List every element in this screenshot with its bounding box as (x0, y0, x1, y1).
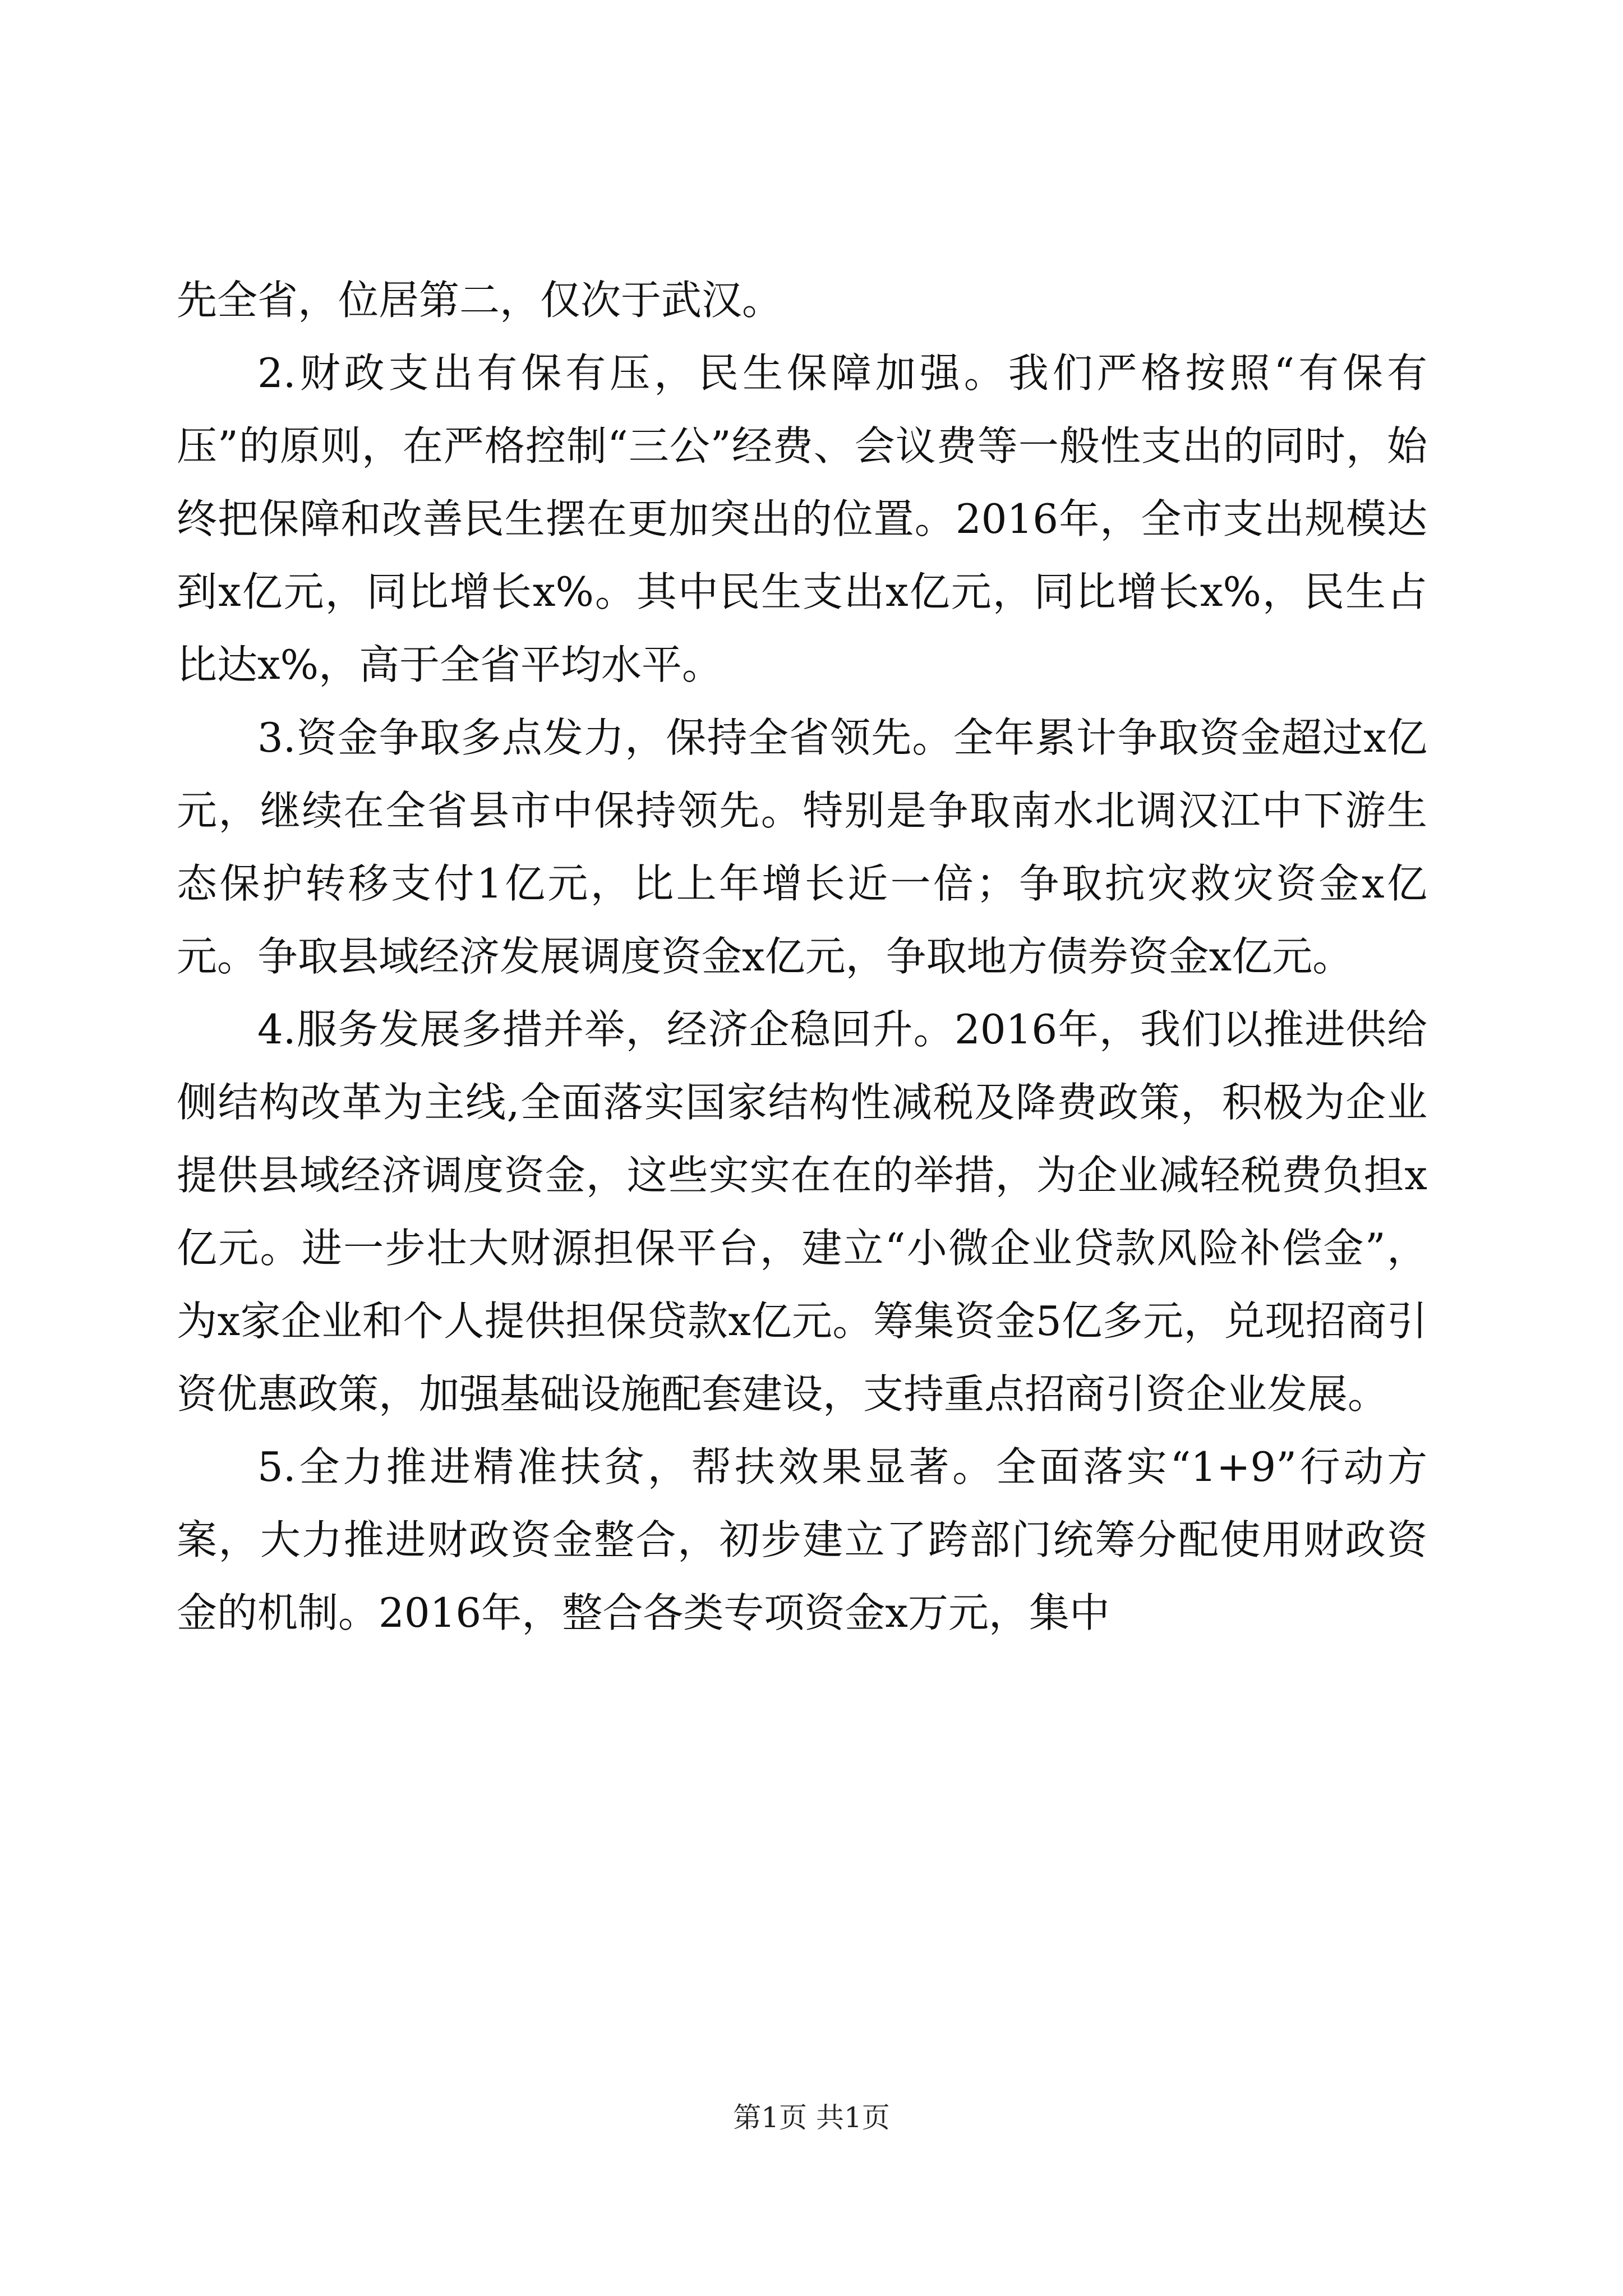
paragraph-service-development: 4.服务发展多措并举，经济企稳回升。2016年，我们以推进供给侧结构改革为主线,全面落实国家结构性减税及降费政策，积极为企业提供县域经济调度资金，这些实实在在的举措，为企业减轻税费负担x亿元。进一步壮大财源担保平台，建立“小微企业贷款风险补偿金”，为x家企业和个人提供担保贷款x亿元。筹集资金5亿多元，兑现招商引资优惠政策，加强基础设施配套建设，支持重点招商引资企业发展。 (177, 1006, 1427, 1418)
paragraph-continuation: 先全省，位居第二，仅次于武汉。 (177, 277, 783, 324)
page-number: 第1页 共1页 (733, 2101, 890, 2134)
document-body (177, 264, 1427, 1649)
paragraph-poverty-alleviation: 5.全力推进精准扶贫，帮扶效果显著。全面落实“1+9”行动方案，大力推进财政资金整合，初步建立了跨部门统筹分配使用财政资金的机制。2016年，整合各类专项资金x万元，集中 (177, 1443, 1427, 1636)
paragraph-fiscal-expenditure: 2.财政支出有保有压，民生保障加强。我们严格按照“有保有压”的原则，在严格控制“三公”经费、会议费等一般性支出的同时，始终把保障和改善民生摆在更加突出的位置。2016年，全市支出规模达到x亿元，同比增长x%。其中民生支出x亿元，同比增长x%，民生占比达x%，高于全省平均水平。 (177, 349, 1427, 688)
paragraph-fund-raising: 3.资金争取多点发力，保持全省领先。全年累计争取资金超过x亿元，继续在全省县市中保持领先。特别是争取南水北调汉江中下游生态保护转移支付1亿元，比上年增长近一倍；争取抗灾救灾资金x亿元。争取县域经济发展调度资金x亿元，争取地方债券资金x亿元。 (177, 714, 1427, 980)
